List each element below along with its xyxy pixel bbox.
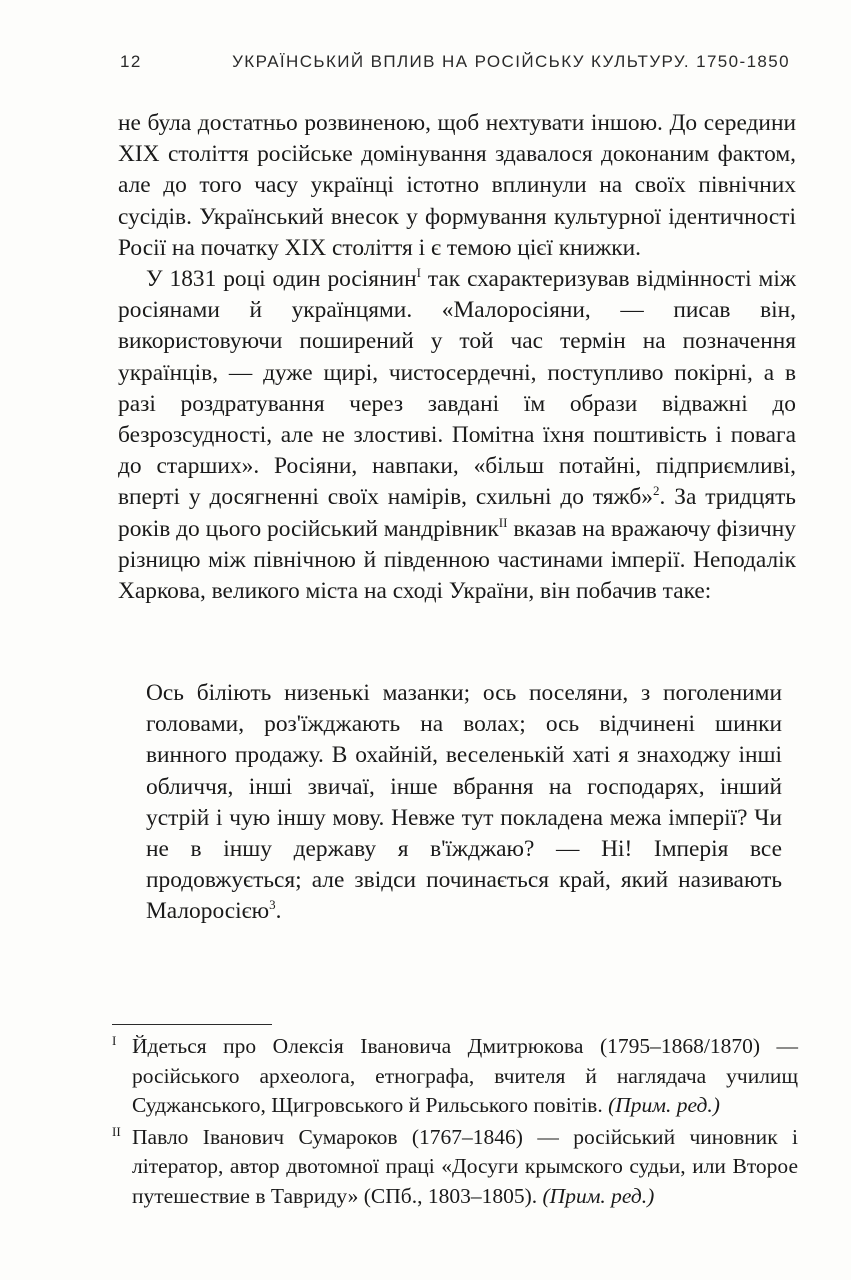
endnote-ref-3[interactable]: 3 <box>269 897 276 913</box>
page-header <box>116 52 796 76</box>
footnote-ref-I[interactable]: I <box>416 265 421 281</box>
quote-end: . <box>275 898 282 925</box>
paragraph-2-part-3: . За тридцять років до цього російський мандрівник <box>118 484 796 542</box>
footnote-marker: I <box>112 1033 117 1048</box>
paragraph-1: не була достатньо розвиненою, щоб нехтувати іншою. До середини XIX століття російське домінування здавалося доконаним фактом, але до того часу українці істотно вплинули на своїх північних сусідів. Український внесок у формування культурної ідентичності Росії на початку XIX століття і є темою цієї книжки. <box>118 110 796 261</box>
footnote-II <box>112 1123 798 1212</box>
running-title: УКРАЇНСЬКИЙ ВПЛИВ НА РОСІЙСЬКУ КУЛЬТУРУ. 1750-1850 <box>232 52 790 71</box>
footnote-separator <box>112 1024 272 1025</box>
block-quote <box>146 678 782 928</box>
footnote-marker: II <box>112 1123 121 1139</box>
quote-text: Ось біліють низенькі мазанки; ось поселяни, з поголеними головами, роз'їжджають на волах; ось відчинені шинки винного продажу. В охайній, веселенькій хаті я знаходжу інші обличчя, інші звичаї, інше вбрання на господарях, інший устрій і чую іншу мову. Невже тут покладена межа імперії? Чи не в іншу державу я в'їжджаю? — Ні! Імперія все продовжується; але звідси починається край, який називають Малоросією <box>146 680 782 925</box>
editor-note: (Прим. ред.) <box>608 1093 720 1117</box>
page-number: 12 <box>120 52 142 71</box>
paragraph-2-part-1: У 1831 році один росіянин <box>146 266 417 293</box>
quote-paragraph <box>146 678 782 928</box>
footnote-text: Павло Іванович Сумароков (1767–1846) — російський чиновник і літератор, автор двотомної праці «Досуги крымского судьи, или Второе путешествие в Тавриду» (СПб., 1803–1805). <box>132 1124 798 1208</box>
footnote-ref-II[interactable]: II <box>498 514 508 530</box>
main-text <box>118 108 796 607</box>
paragraph-2-part-4: вказав на вражаючу фізичну різницю між північною й південною частинами імперії. Неподалік Харкова, великого міста на сході України, він побачив таке: <box>118 515 796 605</box>
paragraph-2-part-2: так схарактеризував відмінності між росіянами й українцями. «Малоросіяни, — писав він, використовуючи поширений у той час термін на позначення українців, — дуже щирі, чистосердечні, поступливо покірні, а в разі роздратування через завдані їм образи відважні до безрозсудності, але не злостиві. Помітна їхня поштивість і повага до старших». Росіяни, навпаки, «більш потайні, підприємливі, вперті у досягненні своїх намірів, схильні до тяжб» <box>118 266 796 511</box>
footnote-text: Йдеться про Олексія Івановича Дмитрюкова (1795–1868/1870) — російського археолога, етнографа, вчителя й наглядача училищ Суджанського, Щигровського й Рильського повітів. <box>132 1034 798 1117</box>
footnote-I <box>112 1032 798 1121</box>
paragraph-2 <box>118 264 796 607</box>
footnotes <box>112 1032 798 1213</box>
endnote-ref-2[interactable]: 2 <box>653 483 660 499</box>
editor-note: (Прим. ред.) <box>542 1183 655 1208</box>
